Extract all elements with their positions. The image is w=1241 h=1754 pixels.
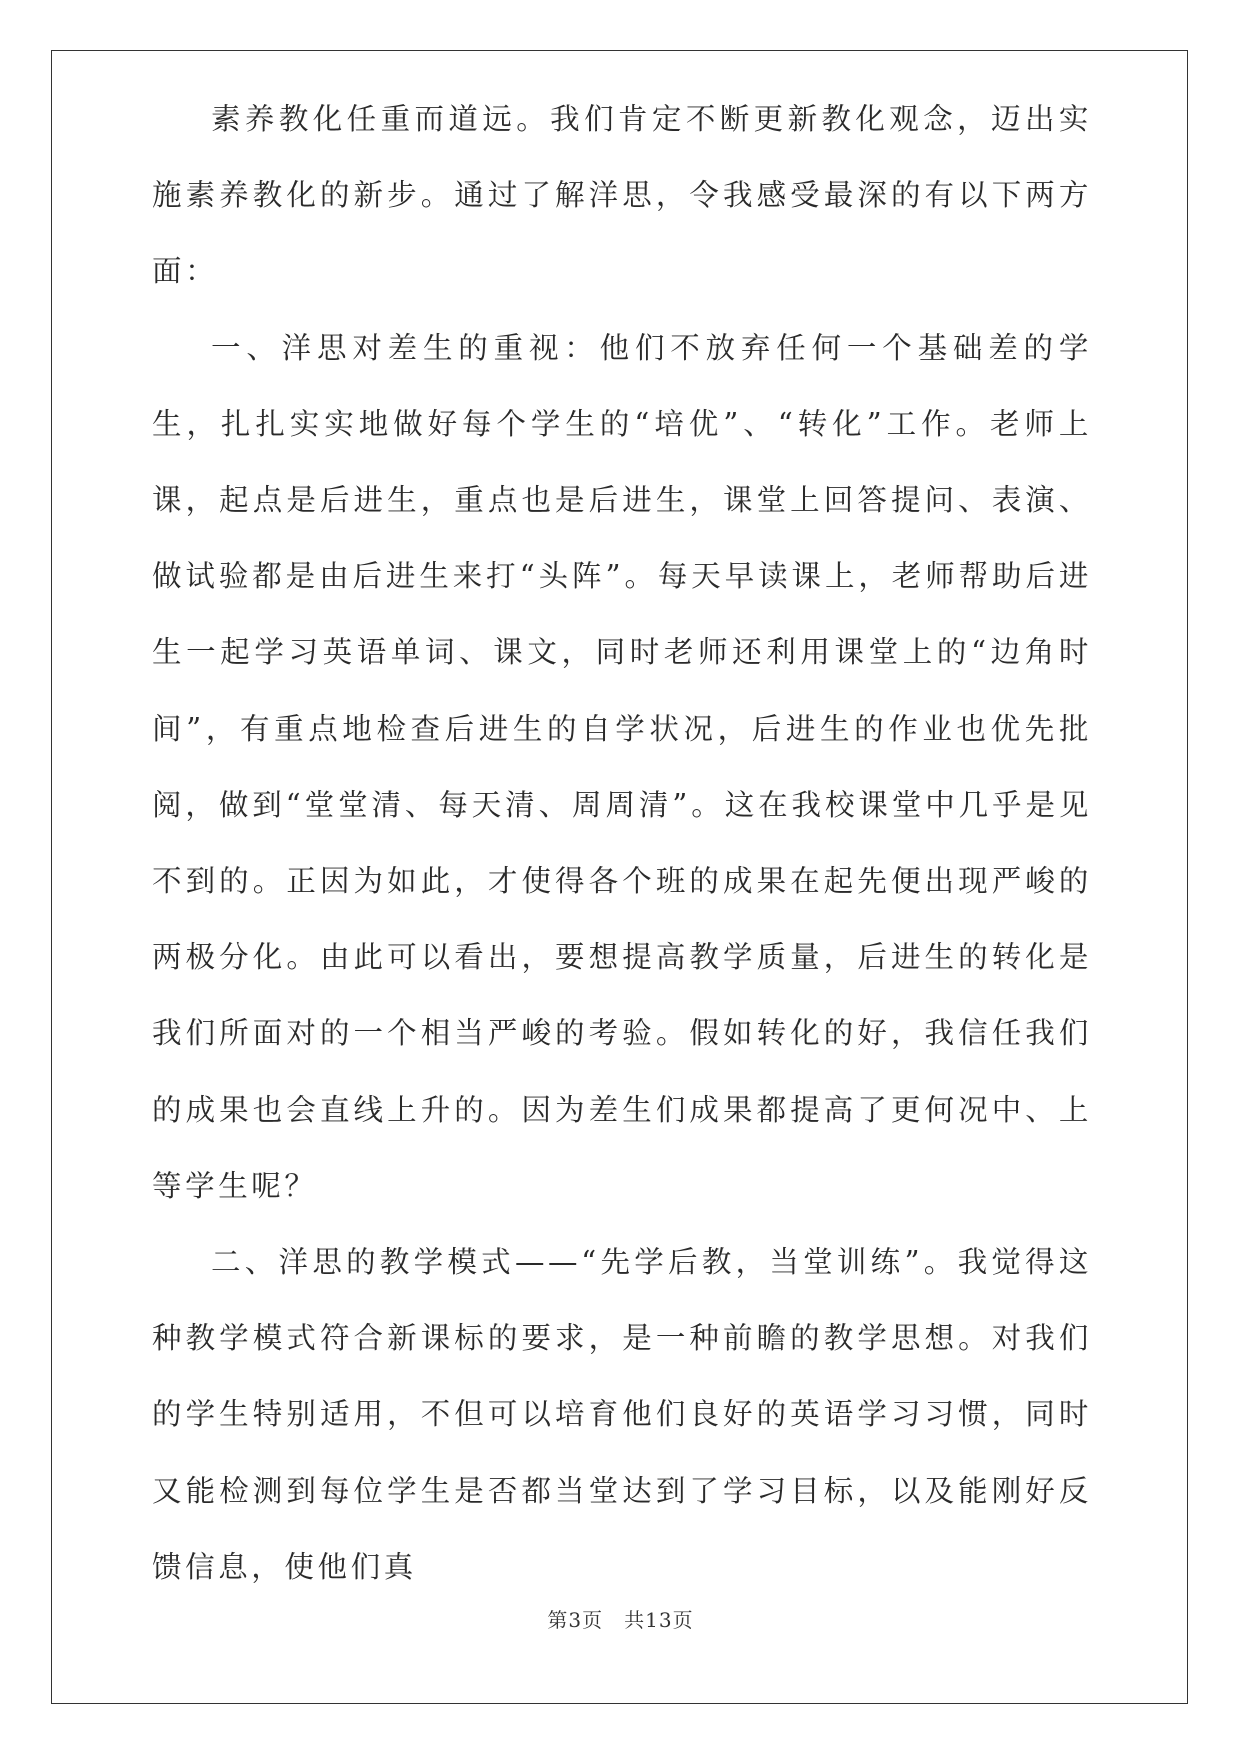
paragraph-point-two: 二、洋思的教学模式——“先学后教，当堂训练”。我觉得这种教学模式符合新课标的要求，是一种前瞻的教学思想。对我们的学生特别适用，不但可以培育他们良好的英语学习习惯，同时又能检测到每位学生是否都当堂达到了学习目标，以及能刚好反馈信息，使他们真	[152, 1245, 1092, 1584]
paragraph-intro: 素养教化任重而道远。我们肯定不断更新教化观念，迈出实施素养教化的新步。通过了解洋思，令我感受最深的有以下两方面：	[152, 102, 1092, 289]
page-frame	[51, 50, 1188, 1704]
document-body	[152, 81, 1092, 1605]
page-number-footer: 第3页 共13页	[547, 1608, 694, 1632]
paragraph-point-one: 一、洋思对差生的重视：他们不放弃任何一个基础差的学生，扎扎实实地做好每个学生的“培优”、“转化”工作。老师上课，起点是后进生，重点也是后进生，课堂上回答提问、表演、做试验都是由后进生来打“头阵”。每天早读课上，老师帮助后进生一起学习英语单词、课文，同时老师还利用课堂上的“边角时间”，有重点地检查后进生的自学状况，后进生的作业也优先批阅，做到“堂堂清、每天清、周周清”。这在我校课堂中几乎是见不到的。正因为如此，才使得各个班的成果在起先便出现严峻的两极分化。由此可以看出，要想提高教学质量，后进生的转化是我们所面对的一个相当严峻的考验。假如转化的好，我信任我们的成果也会直线上升的。因为差生们成果都提高了更何况中、上等学生呢？	[152, 330, 1092, 1203]
